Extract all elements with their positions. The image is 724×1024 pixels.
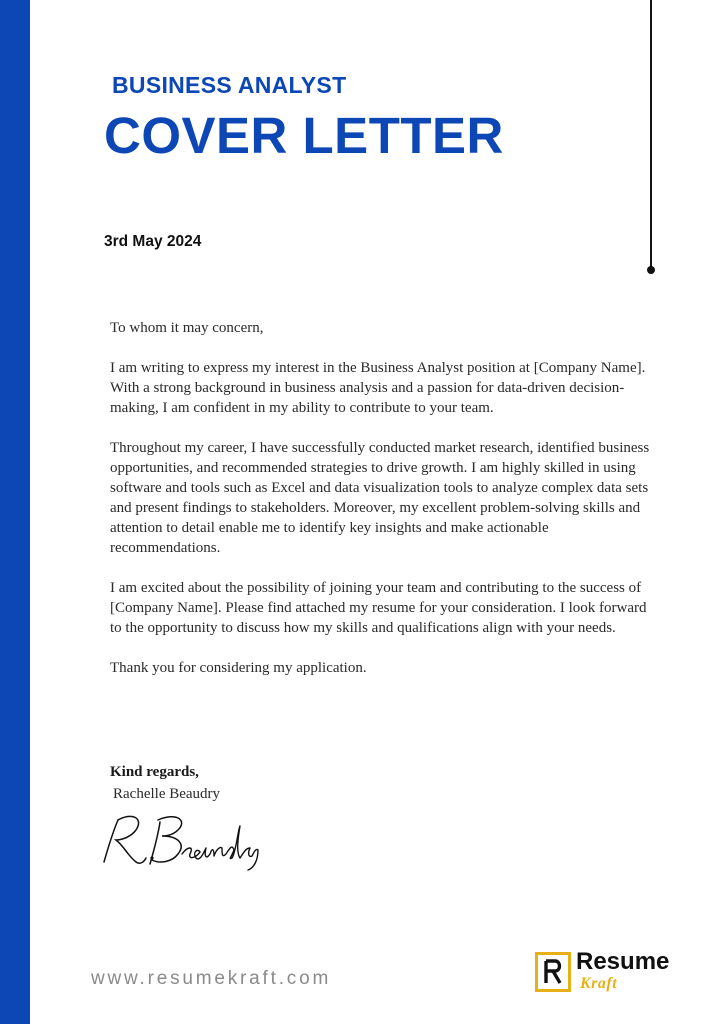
paragraph-interest: I am excited about the possibility of joining your team and contributing to the success of [Company Name]. Please find attached my resume for your consideration. I look forward to the opportunity to discuss how my skills and qualifications align with your needs. [110, 580, 647, 636]
paragraph-thanks: Thank you for considering my application. [110, 660, 367, 676]
document-subtitle: BUSINESS ANALYST [112, 72, 347, 98]
decorative-line-dot [647, 266, 655, 274]
logo-word-resume: Resume [576, 948, 670, 975]
logo-word-kraft: Kraft [580, 975, 618, 992]
document-title: COVER LETTER [104, 107, 504, 164]
website-url: www.resumekraft.com [91, 968, 332, 989]
paragraph-intro: I am writing to express my interest in the Business Analyst position at [Company Name]. With a strong background in business analysis and a passion for data-driven decision-making, I am confident in my ability to contribute to your team. [110, 360, 646, 416]
salutation: To whom it may concern, [110, 320, 264, 336]
sender-name: Rachelle Beaudry [113, 786, 221, 802]
paragraph-experience: Throughout my career, I have successfully conducted market research, identified business opportunities, and recommended strategies to drive growth. I am highly skilled in using software and tools such as Excel and data visualization tools to analyze complex data sets and present findings to stakeholders. Moreover, my excellent problem-solving skills and attention to detail enable me to identify key insights and make actionable recommendations. [110, 440, 650, 556]
handwritten-signature [98, 808, 268, 872]
logo-r-icon [535, 952, 571, 992]
resumekraft-logo [533, 950, 693, 1000]
closing-line: Kind regards, [110, 764, 199, 780]
left-accent-bar [0, 0, 30, 1024]
decorative-vertical-line [650, 0, 652, 268]
letter-date: 3rd May 2024 [104, 233, 202, 250]
letter-body [110, 318, 650, 678]
